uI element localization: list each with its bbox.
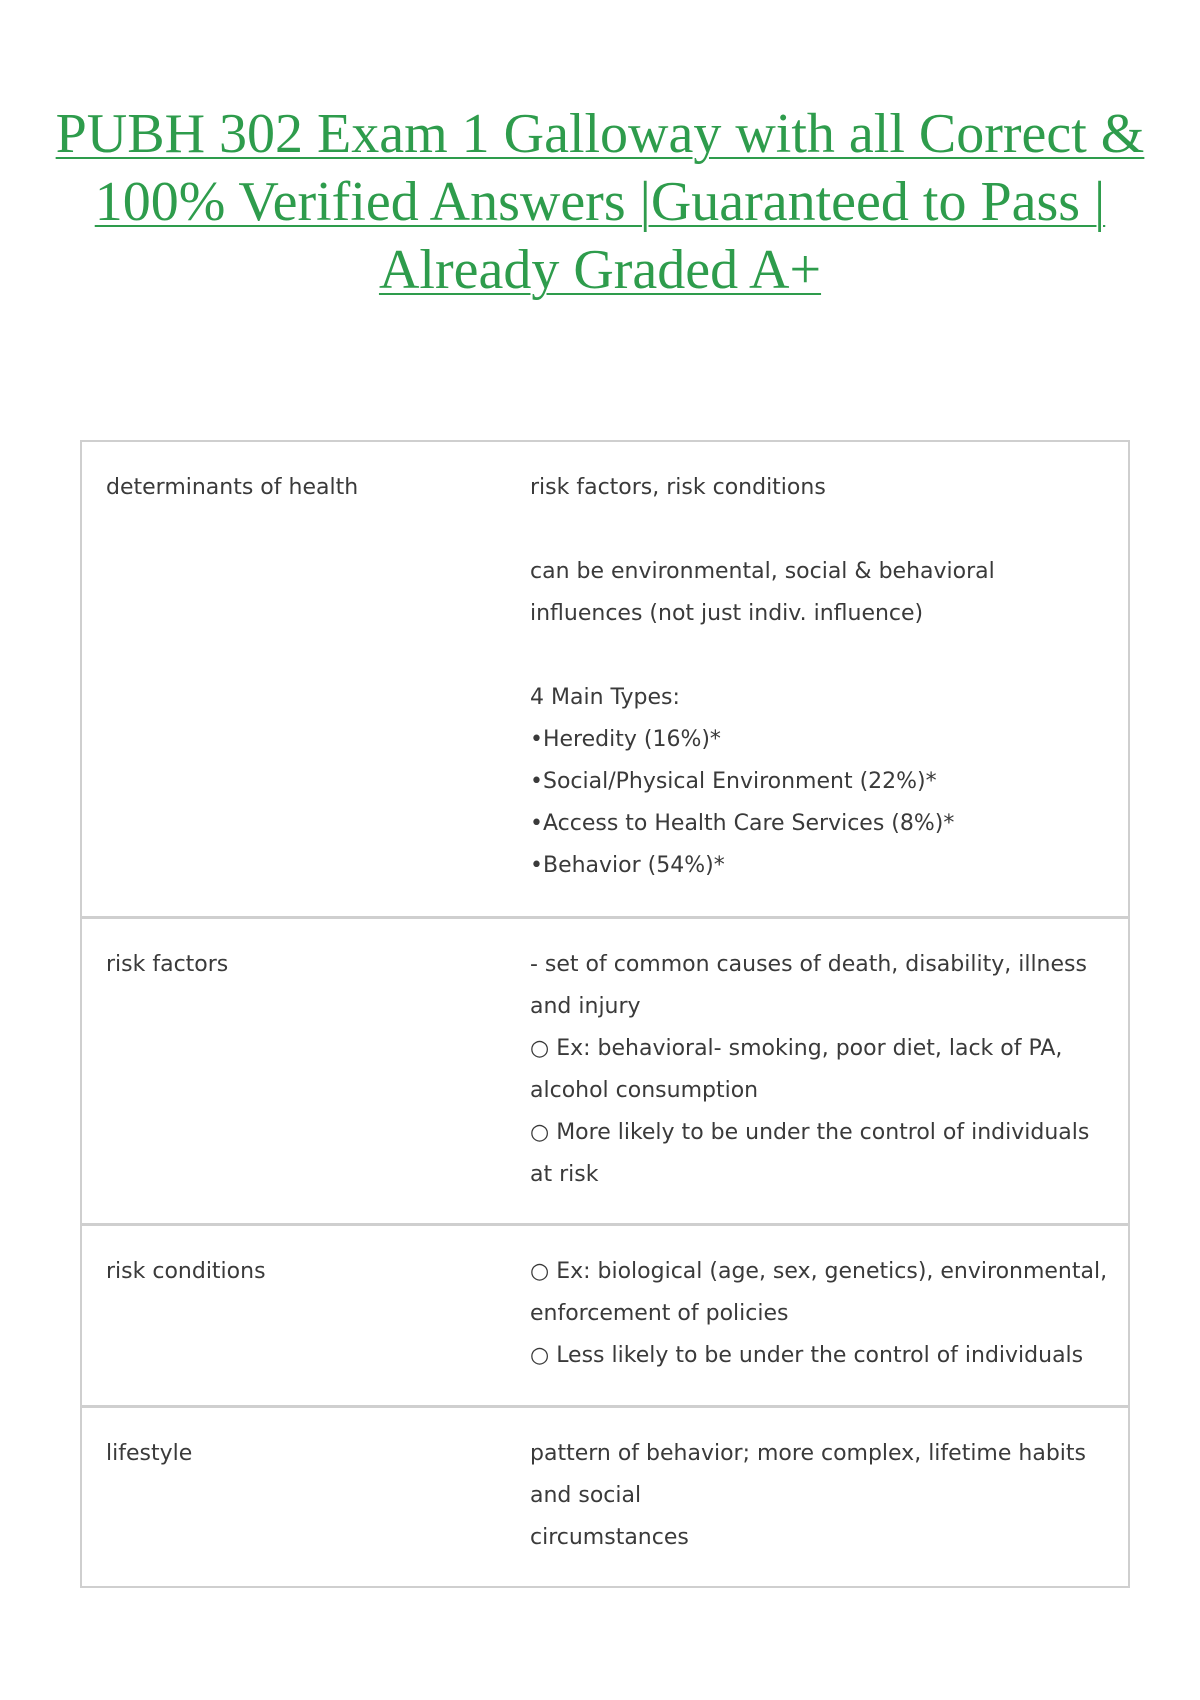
definition-line: ○ Ex: behavioral- smoking, poor diet, lack of PA, <box>530 1036 1063 1061</box>
table-row <box>82 442 1128 916</box>
title-line-2: 100% Verified Answers |Guaranteed to Pass | <box>94 171 1106 233</box>
definition-line: at risk <box>530 1162 599 1187</box>
definition-line: ○ More likely to be under the control of individuals <box>530 1120 1090 1145</box>
title-line-3: Already Graded A+ <box>378 239 822 301</box>
table-row <box>82 1223 1128 1405</box>
definition-line: pattern of behavior; more complex, lifetime habits <box>530 1441 1086 1466</box>
definition-line: risk factors, risk conditions <box>530 475 826 500</box>
definition-line: •Heredity (16%)* <box>530 727 721 752</box>
definition-line: circumstances <box>530 1525 689 1550</box>
definition-cell <box>530 1226 1128 1405</box>
definition-line: can be environmental, social & behavioral <box>530 559 995 584</box>
table-row <box>82 1405 1128 1586</box>
term-cell: determinants of health <box>106 475 359 500</box>
definition-line: 4 Main Types: <box>530 685 680 710</box>
title-line-1: PUBH 302 Exam 1 Galloway with all Correct & <box>55 103 1145 165</box>
definition-line: and injury <box>530 994 641 1019</box>
definition-line: influences (not just indiv. influence) <box>530 601 924 626</box>
definition-line: •Access to Health Care Services (8%)* <box>530 811 955 836</box>
definition-line: •Social/Physical Environment (22%)* <box>530 769 937 794</box>
table-row <box>82 916 1128 1223</box>
definition-cell <box>530 442 1128 916</box>
flashcard-table <box>80 440 1130 1588</box>
definition-line: and social <box>530 1483 642 1508</box>
definition-line: ○ Less likely to be under the control of individuals <box>530 1343 1084 1368</box>
term-cell: risk factors <box>106 952 229 977</box>
definition-line: ○ Ex: biological (age, sex, genetics), environmental, <box>530 1259 1108 1284</box>
definition-line: - set of common causes of death, disability, illness <box>530 952 1087 977</box>
definition-cell <box>530 1408 1128 1586</box>
document-title-block <box>40 100 1160 304</box>
definition-line: enforcement of policies <box>530 1301 789 1326</box>
definition-line: •Behavior (54%)* <box>530 853 725 878</box>
document-title <box>40 100 1160 304</box>
definition-line: alcohol consumption <box>530 1078 759 1103</box>
definition-spacer <box>530 509 1108 551</box>
term-cell: risk conditions <box>106 1259 266 1284</box>
term-cell: lifestyle <box>106 1441 193 1466</box>
definition-cell <box>530 919 1128 1223</box>
definition-spacer <box>530 635 1108 677</box>
